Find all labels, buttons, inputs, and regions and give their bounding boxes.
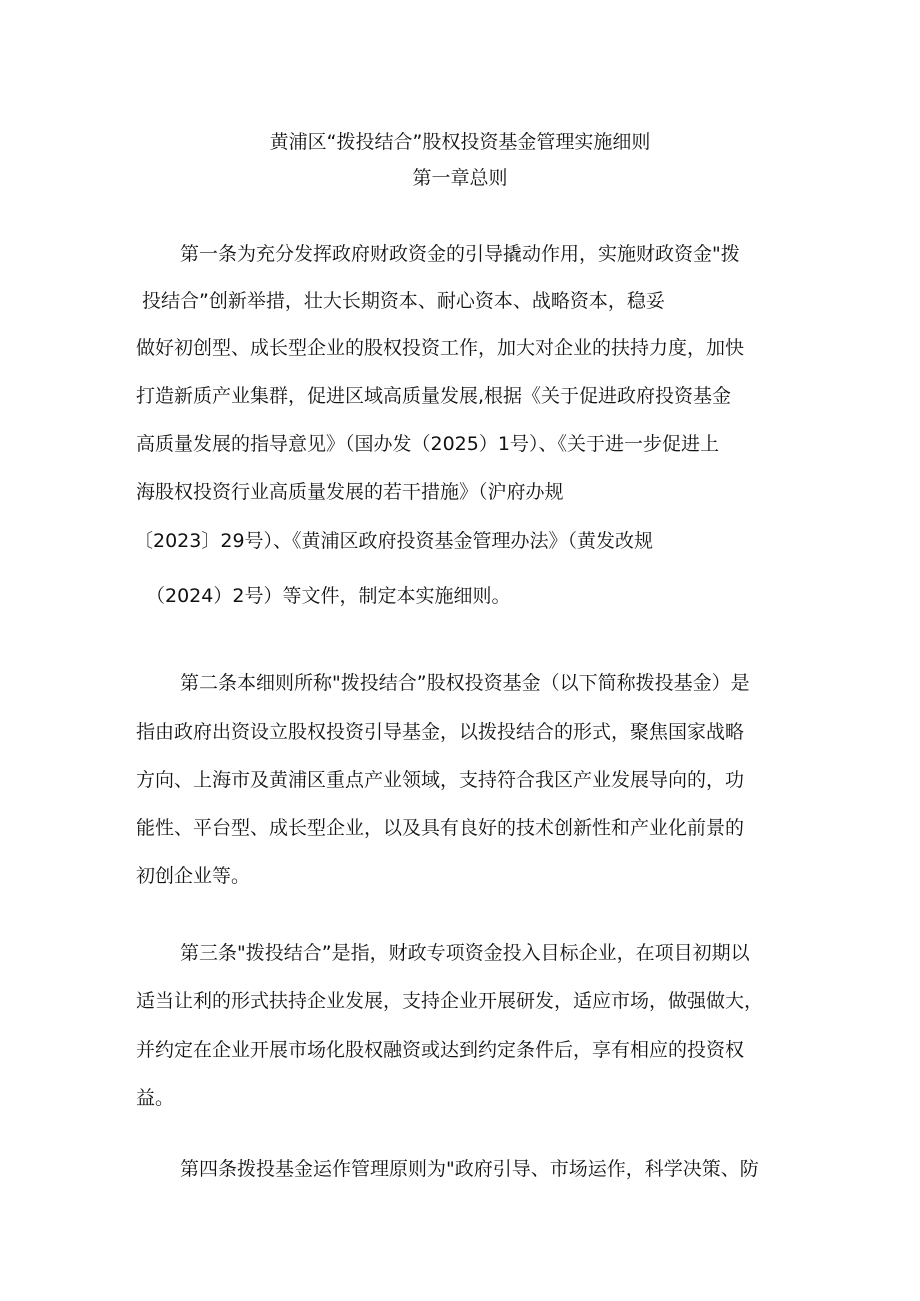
article-1-line-2: 投结合”创新举措，壮大长期资本、耐心资本、战略资本，稳妥	[142, 290, 665, 312]
article-3-line-2: 适当让利的形式扶持企业发展，支持企业开展研发，适应市场，做强做大，	[136, 990, 764, 1012]
article-1-line-3: 做好初创型、成长型企业的股权投资工作，加大对企业的扶持力度，加快	[136, 337, 745, 359]
article-1-line-4: 打造新质产业集群，促进区域高质量发展,根据《关于促进政府投资基金	[136, 385, 732, 407]
document-title: 黄浦区“拨投结合”股权投资基金管理实施细则	[269, 131, 651, 153]
article-2-line-5: 初创企业等。	[136, 865, 251, 887]
article-2-line-4: 能性、平台型、成长型企业，以及具有良好的技术创新性和产业化前景的	[136, 817, 745, 839]
article-1-line-5: 高质量发展的指导意见》（国办发（2025）1号）、《关于进一步促进上	[136, 433, 719, 455]
chapter-heading: 第一章总则	[412, 167, 508, 189]
article-2-line-2: 指由政府出资设立股权投资引导基金，以拨投结合的形式，聚焦国家战略	[136, 721, 745, 743]
article-1-line-6: 海股权投资行业高质量发展的若干措施》（沪府办规	[136, 481, 564, 503]
article-2-line-3: 方向、上海市及黄浦区重点产业领域，支持符合我区产业发展导向的，功	[136, 769, 745, 791]
article-1-line-7: 〔2023〕29号）、《黄浦区政府投资基金管理办法》（黄发改规	[134, 530, 654, 552]
article-1-line-8: （2024）2号）等文件，制定本实施细则。	[146, 585, 511, 607]
article-2-line-1: 第二条本细则所称"拨投结合”股权投资基金（以下简称拨投基金）是	[180, 672, 750, 694]
article-3-line-3: 并约定在企业开展市场化股权融资或达到约定条件后，享有相应的投资权	[136, 1039, 745, 1061]
article-1-line-1: 第一条为充分发挥政府财政资金的引导撬动作用，实施财政资金"拨	[180, 243, 740, 265]
article-3-line-4: 益。	[136, 1087, 175, 1109]
article-4-line-1: 第四条拨投基金运作管理原则为"政府引导、市场运作，科学决策、防	[180, 1158, 759, 1180]
article-3-line-1: 第三条"拨投结合”是指，财政专项资金投入目标企业，在项目初期以	[180, 942, 750, 964]
